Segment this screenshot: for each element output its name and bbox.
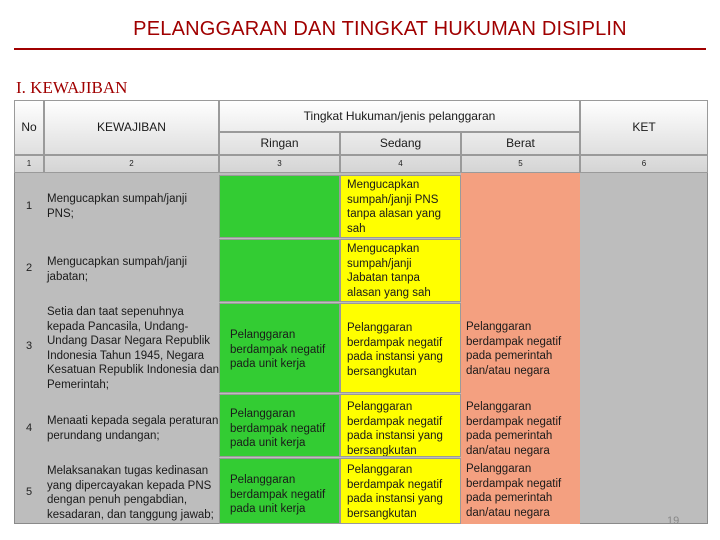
row-5-kewajiban: Melaksanakan tugas kedinasan yang dipercayakan kepada PNS dengan penuh pengabdian, kesadaran, dan tanggung jawab; [47, 465, 214, 521]
col-number-5: 5 [461, 155, 580, 173]
header-ringan: Ringan [219, 132, 340, 155]
row-2-kewajiban: Mengucapkan sumpah/janji jabatan; [47, 256, 188, 283]
row-2-number: 2 [26, 262, 33, 274]
row-4-sedang: Pelanggaran berdampak negatif pada instansi yang bersangkutan [340, 394, 461, 457]
row-2-sedang: Mengucapkan sumpah/janji Jabatan tanpa alasan yang sah [340, 239, 461, 302]
row-4-ringan: Pelanggaran berdampak negatif pada unit kerja [219, 394, 340, 457]
row-1-ringan [219, 175, 340, 238]
row-5-sedang: Pelanggaran berdampak negatif pada instansi yang bersangkutan [340, 458, 461, 524]
row-4-kewajiban: Menaati kepada segala peraturan perundang undangan; [47, 415, 219, 442]
page-title: PELANGGARAN DAN TINGKAT HUKUMAN DISIPLIN [133, 18, 627, 40]
header-ket: KET [580, 100, 708, 155]
row-3-kewajiban: Setia dan taat sepenuhnya kepada Pancasila, Undang-Undang Dasar Negara Republik Indonesia Tahun 1945, Negara Kesatuan Republik Indonesia dan Pemerintah; [47, 306, 219, 391]
row-5-number: 5 [26, 486, 33, 498]
header-no: No [14, 100, 44, 155]
section-heading: I. KEWAJIBAN [16, 78, 128, 97]
col-number-3: 3 [219, 155, 340, 173]
header-berat: Berat [461, 132, 580, 155]
page-number: 19 [667, 515, 680, 527]
row-2-ringan [219, 239, 340, 302]
col-number-4: 4 [340, 155, 461, 173]
row-4-berat: Pelanggaran berdampak negatif pada pemerintah dan/atau negara [466, 401, 562, 457]
header-kewajiban: KEWAJIBAN [44, 100, 219, 155]
row-3-berat: Pelanggaran berdampak negatif pada pemerintah dan/atau negara [466, 321, 562, 377]
row-5-ringan: Pelanggaran berdampak negatif pada unit kerja [219, 458, 340, 524]
row-1-number: 1 [26, 200, 33, 212]
row-1-kewajiban: Mengucapkan sumpah/janji PNS; [47, 193, 188, 220]
row-5-berat: Pelanggaran berdampak negatif pada pemerintah dan/atau negara [466, 463, 562, 519]
row-3-ringan: Pelanggaran berdampak negatif pada unit kerja [219, 303, 340, 393]
col-number-2: 2 [44, 155, 219, 173]
col-number-1: 1 [14, 155, 44, 173]
header-tingkat-hukuman: Tingkat Hukuman/jenis pelanggaran [219, 100, 580, 132]
row-3-number: 3 [26, 340, 33, 352]
title-divider [14, 48, 706, 50]
header-sedang: Sedang [340, 132, 461, 155]
row-1-sedang: Mengucapkan sumpah/janji PNS tanpa alasan yang sah [340, 175, 461, 238]
row-3-sedang: Pelanggaran berdampak negatif pada instansi yang bersangkutan [340, 303, 461, 393]
col-number-6: 6 [580, 155, 708, 173]
row-4-number: 4 [26, 422, 33, 434]
